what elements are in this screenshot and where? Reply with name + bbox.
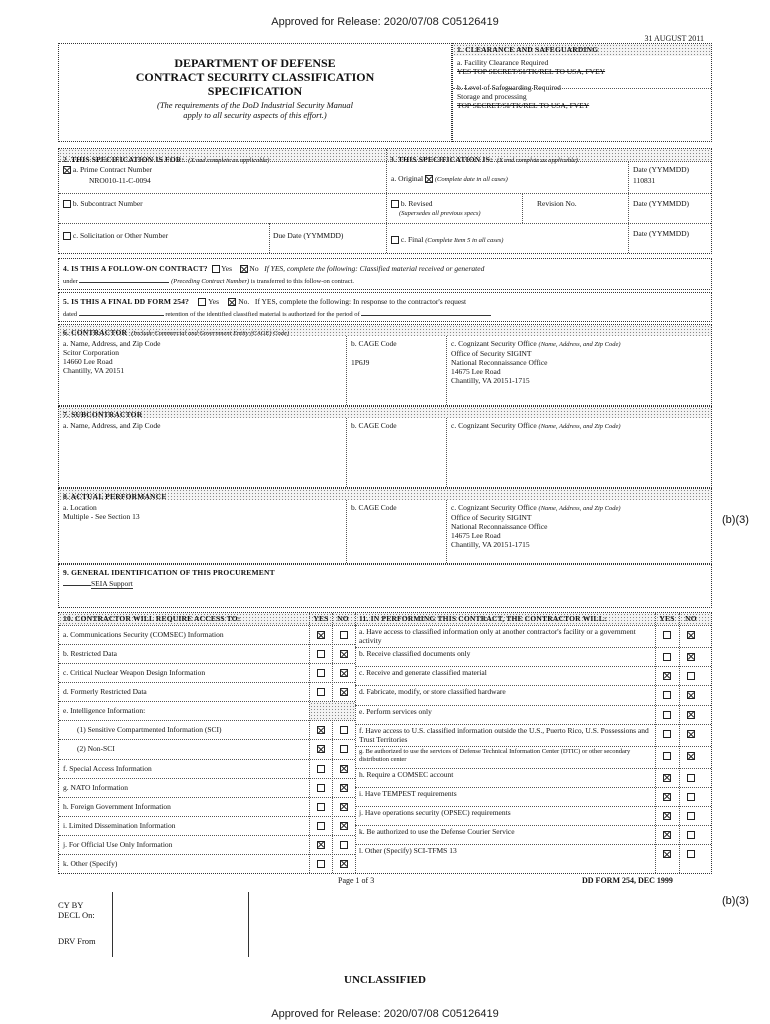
- item-11-no-checkbox[interactable]: [687, 730, 695, 738]
- item-10-yes-checkbox[interactable]: [317, 822, 325, 830]
- item-10-no-checkbox[interactable]: [340, 631, 348, 639]
- item-11-yes-checkbox[interactable]: [663, 850, 671, 858]
- revised-checkbox[interactable]: [391, 200, 399, 208]
- item-5-yes-checkbox[interactable]: [198, 298, 206, 306]
- item-10-no-checkbox[interactable]: [340, 765, 348, 773]
- final-date-label: Date (YYMMDD): [633, 229, 690, 238]
- release-footer: Approved for Release: 2020/07/08 C05126419: [271, 1008, 499, 1020]
- item-10-row-label: e. Intelligence Information:: [63, 706, 146, 716]
- item-10-row-label: k. Other (Specify): [63, 858, 118, 868]
- item-10-no-checkbox[interactable]: [340, 841, 348, 849]
- contractor-address-label: a. Name, Address, and Zip Code: [63, 339, 161, 348]
- item-10-yes-checkbox[interactable]: [317, 860, 325, 868]
- classification-marking: UNCLASSIFIED: [344, 974, 426, 986]
- contractor-cso-note: (Name, Address, and Zip Code): [538, 341, 621, 348]
- original-date: 110831: [633, 176, 656, 185]
- item-7-header: 7. SUBCONTRACTOR: [63, 410, 143, 419]
- item-10-yes-checkbox[interactable]: [317, 650, 325, 658]
- performance-cage-label: b. CAGE Code: [351, 503, 397, 512]
- revision-no-label: Revision No.: [537, 199, 577, 208]
- subcontract-label: b. Subcontract Number: [72, 199, 143, 208]
- item-11-no-checkbox[interactable]: [687, 672, 695, 680]
- item-10-row-label: i. Limited Dissemination Information: [63, 820, 176, 830]
- item-4-preceding-contract: (Preceding Contract Number): [171, 278, 250, 285]
- section-2-header-bar: [59, 149, 386, 164]
- performance-cso-line3: 14675 Lee Road: [451, 531, 501, 540]
- item-10-row-label: (2) Non-SCI: [77, 744, 115, 754]
- performance-cso-note: (Name, Address, and Zip Code): [538, 505, 621, 512]
- section-2-header: 2. THIS SPECIFICATION IS FOR:: [63, 155, 185, 164]
- item-11-header: 11. IN PERFORMING THIS CONTRACT, THE CONTRACTOR WILL:: [359, 614, 607, 623]
- item-11-no-checkbox[interactable]: [687, 631, 695, 639]
- item-10-yes-checkbox[interactable]: [317, 765, 325, 773]
- due-date-label: Due Date (YYMMDD): [273, 231, 344, 240]
- item-10-row-label: f. Special Access Information: [63, 763, 152, 773]
- item-10-yes-checkbox[interactable]: [317, 726, 325, 734]
- item-11-yes-checkbox[interactable]: [663, 730, 671, 738]
- item-5-question: 5. IS THIS A FINAL DD FORM 254?: [63, 297, 190, 306]
- item-11-yes-checkbox[interactable]: [663, 691, 671, 699]
- contractor-city: Chantilly, VA 20151: [63, 366, 125, 375]
- performance-cso-line1: Office of Security SIGINT: [451, 513, 532, 522]
- subcontractor-cso-label: c. Cognizant Security Office: [451, 421, 537, 430]
- item-10-no-checkbox[interactable]: [340, 669, 348, 677]
- performance-cso-line4: Chantilly, VA 20151-1715: [451, 540, 530, 549]
- item-11-row-label: e. Perform services only: [359, 707, 432, 716]
- original-label: a. Original: [391, 174, 424, 183]
- final-label: c. Final: [400, 235, 424, 244]
- section-1-header: 1. CLEARANCE AND SAFEGUARDING: [453, 44, 711, 56]
- item-11-yes-header: YES: [659, 614, 675, 623]
- title-line3: SPECIFICATION: [207, 84, 303, 98]
- item-11-yes-checkbox[interactable]: [663, 774, 671, 782]
- item-4: [58, 258, 712, 290]
- contractor-cso-line1: Office of Security SIGINT: [451, 349, 532, 358]
- item-11-yes-checkbox[interactable]: [663, 711, 671, 719]
- section-3-header-note: (X and complete as applicable): [496, 157, 578, 164]
- drv-from-label: DRV From: [58, 936, 96, 946]
- item-7-header-bar: [59, 407, 711, 418]
- contractor-cage-value: 1P6J9: [351, 358, 370, 367]
- item-11-no-checkbox[interactable]: [687, 793, 695, 801]
- prime-contract-number: NRO010-11-C-0094: [89, 176, 151, 185]
- title-note2: apply to all security aspects of this effort.): [183, 110, 327, 120]
- section-2-3: [58, 148, 712, 254]
- item-11-no-checkbox[interactable]: [687, 831, 695, 839]
- cy-by-label: CY BY: [58, 900, 84, 910]
- page-number: Page 1 of 3: [338, 876, 375, 885]
- item-6: [58, 324, 712, 406]
- item-11-no-checkbox[interactable]: [687, 691, 695, 699]
- item-11-row-label: f. Have access to U.S. classified information outside the U.S., Puerto Rico, U.S. Possessions and Trust Territories: [359, 726, 649, 744]
- item-8: [58, 488, 712, 564]
- item-4-transferred: is transferred to this follow-on contract.: [250, 278, 355, 285]
- section-2-header-note: (X and complete as applicable): [188, 157, 270, 164]
- item-4-no-checkbox[interactable]: [240, 265, 248, 273]
- item-11-row-label: c. Receive and generate classified material: [359, 668, 487, 677]
- item-10-no-checkbox[interactable]: [340, 745, 348, 753]
- performance-location-label: a. Location: [63, 503, 97, 512]
- title-block: [58, 43, 452, 142]
- contractor-cage-label: b. CAGE Code: [351, 339, 397, 348]
- item-5-retention: retention of the identified classified material is authorized for the period of: [165, 311, 360, 318]
- performance-cso-label: c. Cognizant Security Office: [451, 503, 537, 512]
- item-10-header: 10. CONTRACTOR WILL REQUIRE ACCESS TO:: [63, 614, 241, 623]
- original-note: (Complete date in all cases): [434, 176, 508, 183]
- item-11-yes-checkbox[interactable]: [663, 793, 671, 801]
- contractor-cso-line4: Chantilly, VA 20151-1715: [451, 376, 530, 385]
- item-6-header-bar: [59, 325, 711, 336]
- item-10-yes-header: YES: [313, 614, 329, 623]
- item-11-row-label: j. Have operations security (OPSEC) requirements: [359, 808, 511, 817]
- final-checkbox[interactable]: [391, 236, 399, 244]
- form-number: DD FORM 254, DEC 1999: [582, 876, 673, 885]
- top-date: 31 AUGUST 2011: [644, 34, 704, 43]
- title-line2: CONTRACT SECURITY CLASSIFICATION: [135, 70, 375, 84]
- contractor-cso-label: c. Cognizant Security Office: [451, 339, 537, 348]
- revised-label: b. Revised: [400, 199, 433, 208]
- item-4-yes-checkbox[interactable]: [212, 265, 220, 273]
- item-10-no-checkbox[interactable]: [340, 688, 348, 696]
- item-11-yes-checkbox[interactable]: [663, 672, 671, 680]
- item-4-question: 4. IS THIS A FOLLOW-ON CONTRACT?: [63, 264, 208, 273]
- item-5-no-label: No.: [238, 297, 250, 306]
- item-10-no-checkbox[interactable]: [340, 822, 348, 830]
- item-10-row-label: g. NATO Information: [63, 782, 129, 792]
- title-line1: DEPARTMENT OF DEFENSE: [174, 56, 336, 70]
- item-5: [58, 292, 712, 322]
- item-4-no-label: No: [249, 264, 259, 273]
- item-9-header: 9. GENERAL IDENTIFICATION OF THIS PROCUREMENT: [63, 568, 275, 577]
- item-11-no-checkbox[interactable]: [687, 850, 695, 858]
- contractor-cso-line2: National Reconnaissance Office: [451, 358, 548, 367]
- item-11-row-label: h. Require a COMSEC account: [359, 770, 454, 779]
- item-11-row-label: l. Other (Specify) SCI-TFMS 13: [359, 846, 457, 855]
- item-11-yes-checkbox[interactable]: [663, 653, 671, 661]
- item-7: [58, 406, 712, 488]
- item-10-yes-checkbox[interactable]: [317, 803, 325, 811]
- subcontractor-cage-label: b. CAGE Code: [351, 421, 397, 430]
- item-10-no-checkbox[interactable]: [340, 784, 348, 792]
- item-10-yes-checkbox[interactable]: [317, 745, 325, 753]
- item-9: [58, 564, 712, 608]
- section-1: [452, 43, 712, 142]
- solicitation-label: c. Solicitation or Other Number: [72, 231, 169, 240]
- item-10-yes-checkbox[interactable]: [317, 841, 325, 849]
- item-10-row-label: d. Formerly Restricted Data: [63, 687, 147, 697]
- item-11-row-label: g. Be authorized to use the services of Defense Technical Information Center (DTIC) or other secondary distribution center: [359, 748, 631, 763]
- item-11-yes-checkbox[interactable]: [663, 752, 671, 760]
- item-10-row-label: (1) Sensitive Compartmented Information (SCI): [77, 725, 222, 735]
- item-10-row-label: j. For Official Use Only Information: [63, 839, 173, 849]
- item-10-row-label: b. Restricted Data: [63, 649, 117, 659]
- item-10-yes-checkbox[interactable]: [317, 669, 325, 677]
- section-3-header-bar: [386, 149, 711, 164]
- item-10-no-checkbox[interactable]: [340, 726, 348, 734]
- section-1-a-label: a. Facility Clearance Required: [457, 58, 549, 67]
- redaction-mark-2: (b)(3): [722, 895, 749, 907]
- section-1-b-value: TOP SECRET/SI/TK/REL TO USA, FVEY: [457, 101, 590, 110]
- procurement-id: SEIA Support: [91, 579, 133, 588]
- item-10-yes-checkbox[interactable]: [317, 688, 325, 696]
- section-1-b-sub: Storage and processing: [457, 92, 527, 101]
- prime-contract-checkbox[interactable]: [63, 166, 71, 174]
- item-6-header: 6. CONTRACTOR: [63, 328, 128, 337]
- item-11-no-checkbox[interactable]: [687, 752, 695, 760]
- item-10-row-label: h. Foreign Government Information: [63, 801, 171, 811]
- original-date-label: Date (YYMMDD): [633, 165, 690, 174]
- item-10-no-checkbox[interactable]: [340, 650, 348, 658]
- item-10-no-header: NO: [337, 614, 349, 623]
- item-5-dated: dated: [63, 311, 78, 318]
- item-11-row-label: a. Have access to classified information only at another contractor's facility or a government activity: [359, 627, 636, 645]
- section-1-a-value: YES TOP SECRET/SI/TK/REL TO USA, FVEY: [457, 67, 606, 76]
- item-10-row-label: a. Communications Security (COMSEC) Information: [63, 630, 224, 639]
- cy-by-block: [58, 900, 96, 946]
- subcontract-checkbox[interactable]: [63, 200, 71, 208]
- item-5-text: If YES, complete the following: In response to the contractor's request: [254, 297, 467, 306]
- contractor-street: 14660 Lee Road: [63, 357, 113, 366]
- revised-note: (Supersedes all previous specs): [399, 210, 481, 217]
- item-10-no-checkbox[interactable]: [340, 860, 348, 868]
- item-4-text: If YES, complete the following: Classified material received or generated: [264, 264, 485, 273]
- item-11-no-checkbox[interactable]: [687, 812, 695, 820]
- section-3-header: 3. THIS SPECIFICATION IS:: [390, 155, 493, 164]
- solicitation-checkbox[interactable]: [63, 232, 71, 240]
- performance-location-value: Multiple - See Section 13: [63, 512, 140, 521]
- item-10-yes-checkbox[interactable]: [317, 631, 325, 639]
- item-11-yes-checkbox[interactable]: [663, 812, 671, 820]
- title-note1: (The requirements of the DoD Industrial Security Manual: [156, 100, 354, 110]
- item-11-yes-checkbox[interactable]: [663, 831, 671, 839]
- revised-date-label: Date (YYMMDD): [633, 199, 690, 208]
- item-6-header-note: (Include Commercial and Government Entity (CAGE) Code): [131, 330, 290, 337]
- item-10-no-checkbox[interactable]: [340, 803, 348, 811]
- item-8-header-bar: [59, 489, 711, 500]
- item-5-yes-label: Yes: [208, 297, 219, 306]
- item-11-yes-checkbox[interactable]: [663, 631, 671, 639]
- item-11-row-label: i. Have TEMPEST requirements: [359, 789, 457, 798]
- item-11-no-checkbox[interactable]: [687, 711, 695, 719]
- decl-on-label: DECL On:: [58, 910, 95, 920]
- subcontractor-cso-note: (Name, Address, and Zip Code): [538, 423, 621, 430]
- original-checkbox[interactable]: [425, 175, 433, 183]
- item-11-no-checkbox[interactable]: [687, 774, 695, 782]
- contractor-name: Scitor Corporation: [63, 348, 120, 357]
- item-11-row-label: b. Receive classified documents only: [359, 649, 471, 658]
- release-header: Approved for Release: 2020/07/08 C05126419: [271, 16, 499, 28]
- item-11-row-label: d. Fabricate, modify, or store classified hardware: [359, 687, 506, 696]
- contractor-cso-line3: 14675 Lee Road: [451, 367, 501, 376]
- item-8-header: 8. ACTUAL PERFORMANCE: [63, 492, 167, 501]
- subcontractor-address-label: a. Name, Address, and Zip Code: [63, 421, 161, 430]
- item-10-row-label: c. Critical Nuclear Weapon Design Information: [63, 668, 206, 678]
- prime-contract-label: a. Prime Contract Number: [72, 165, 153, 174]
- item-4-under: under: [63, 278, 78, 285]
- item-11-no-checkbox[interactable]: [687, 653, 695, 661]
- item-11-row-label: k. Be authorized to use the Defense Courier Service: [359, 827, 515, 836]
- item-11-no-header: NO: [685, 614, 697, 623]
- item-10-yes-checkbox[interactable]: [317, 784, 325, 792]
- items-10-11: [58, 612, 712, 874]
- item-4-yes-label: Yes: [221, 264, 233, 273]
- final-note: (Complete Item 5 in all cases): [425, 237, 504, 244]
- performance-cso-line2: National Reconnaissance Office: [451, 522, 548, 531]
- section-1-b-label: b. Level of Safeguarding Required: [457, 83, 561, 92]
- redaction-mark-1: (b)(3): [722, 514, 749, 526]
- item-5-no-checkbox[interactable]: [228, 298, 236, 306]
